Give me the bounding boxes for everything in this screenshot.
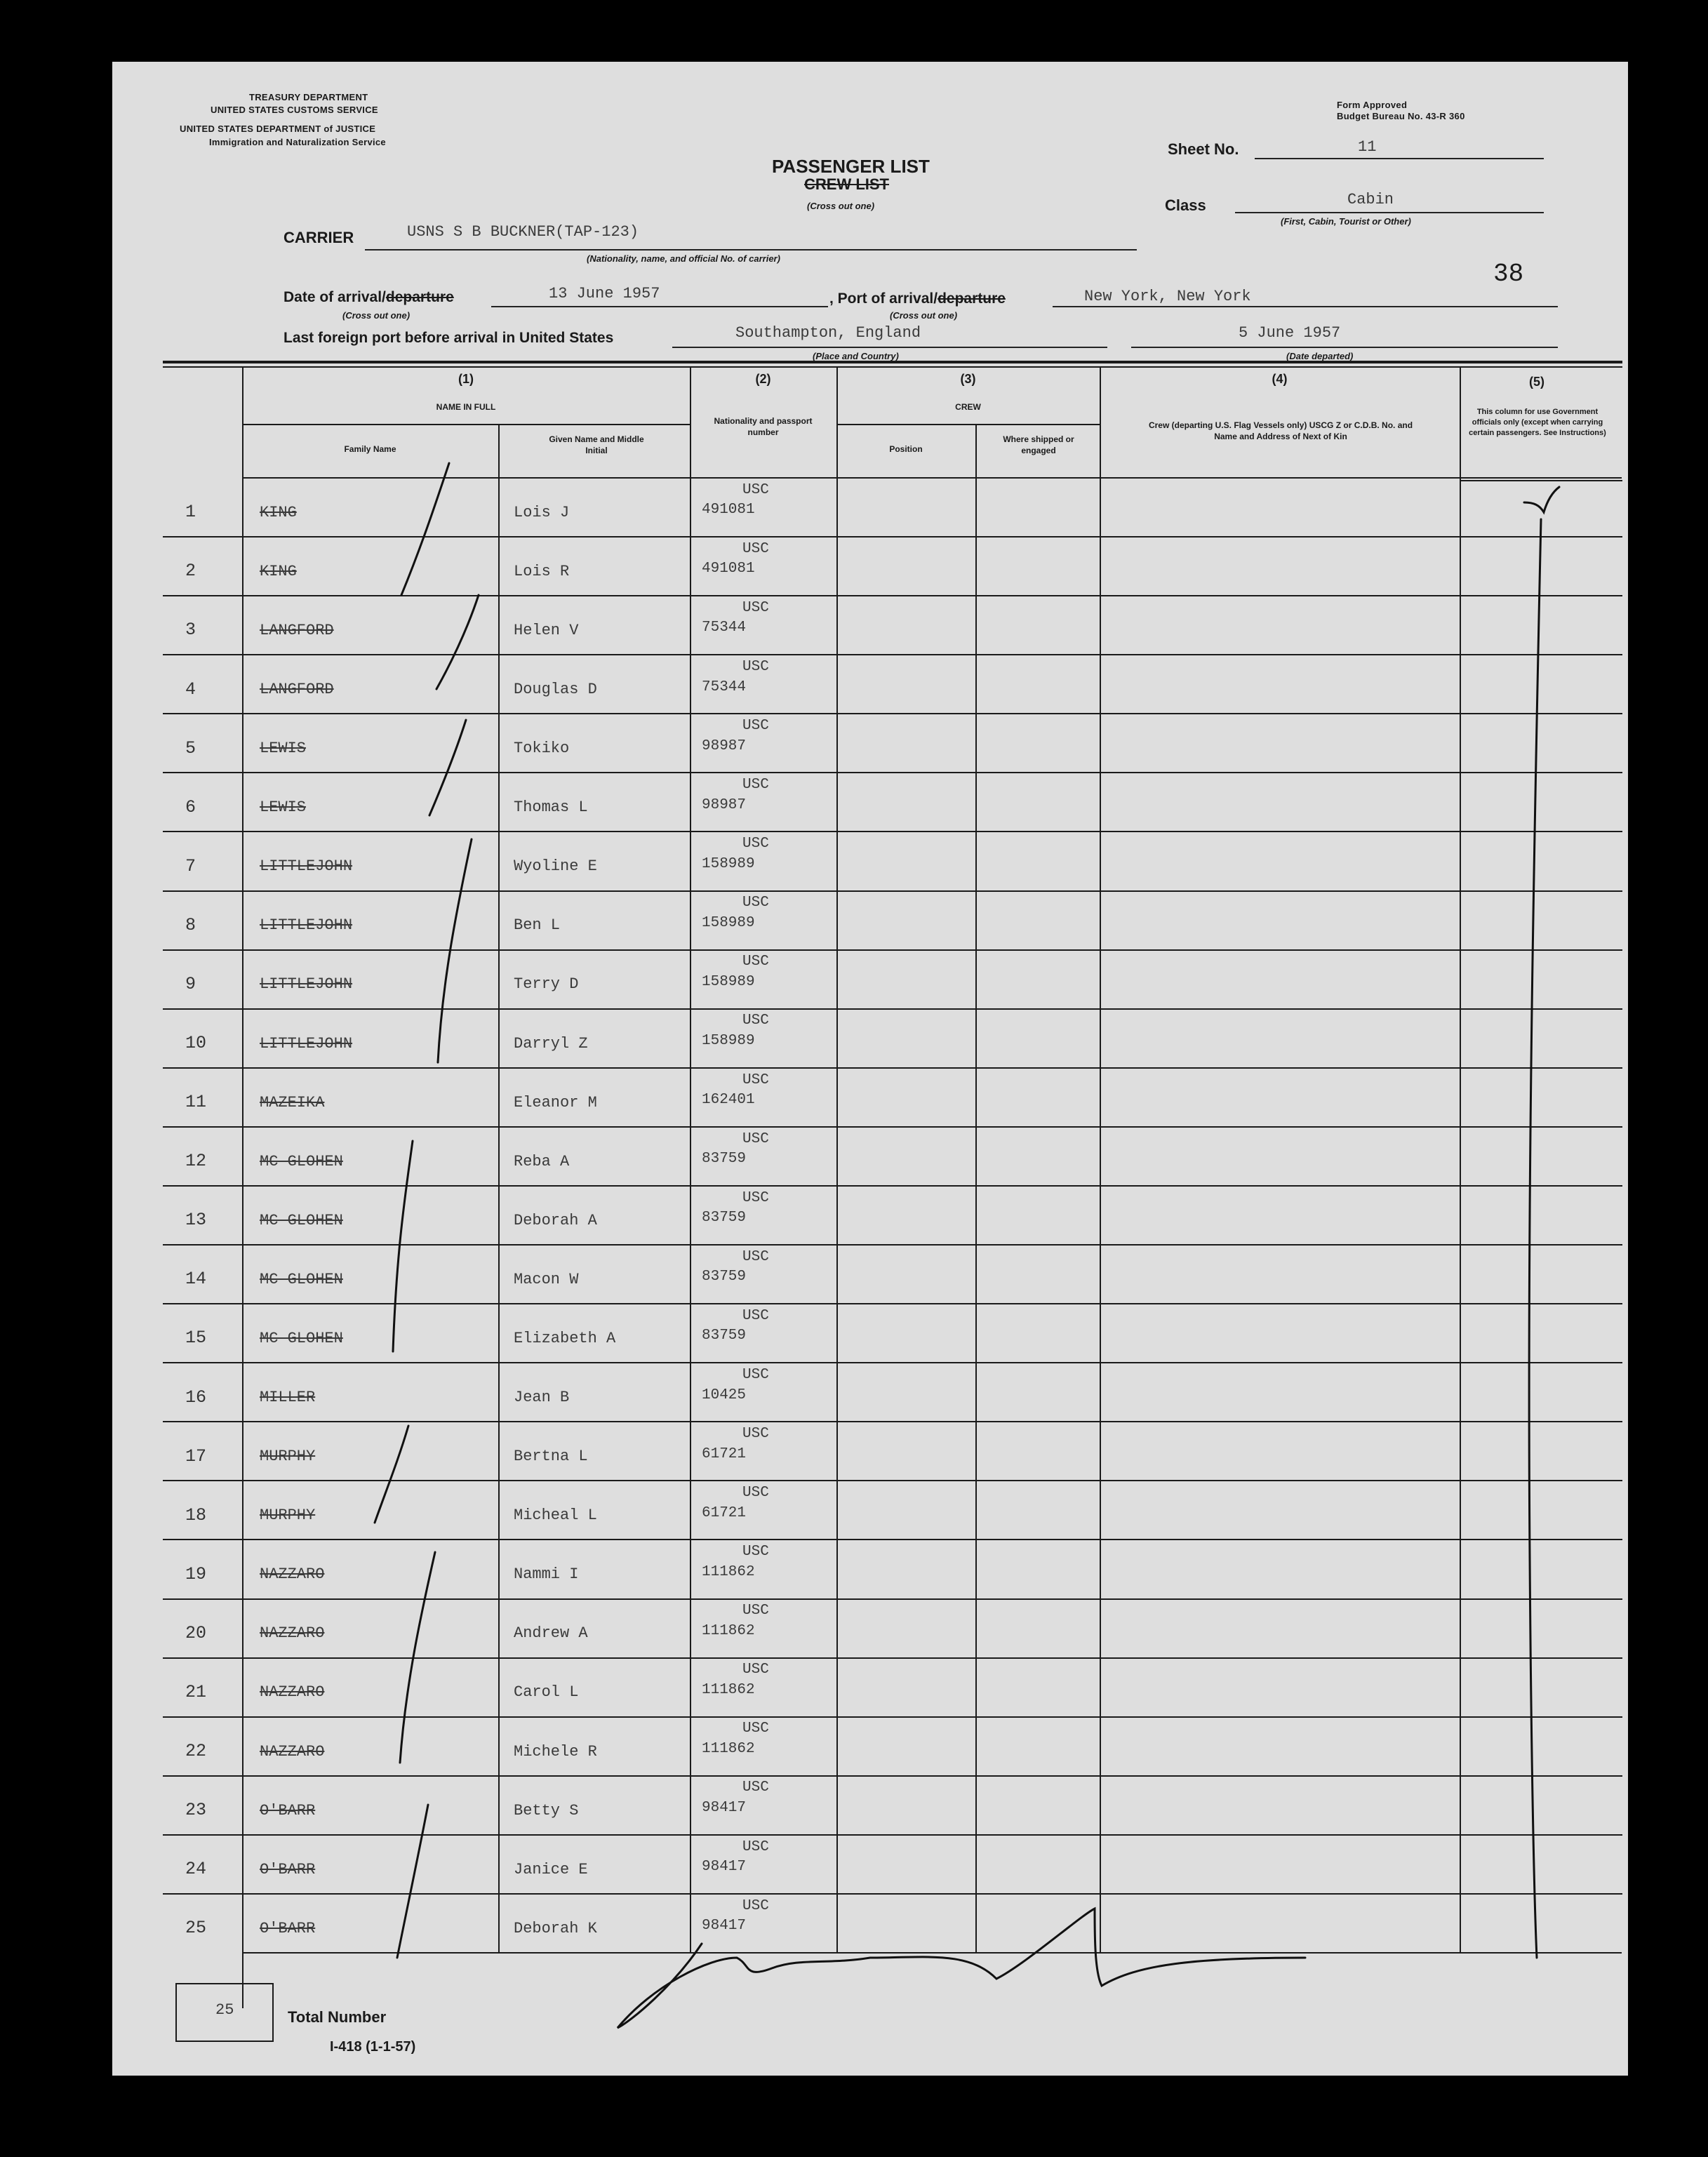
row-number: 12 bbox=[185, 1151, 207, 1172]
family-name-cell: MC GLOHEN bbox=[260, 1211, 343, 1229]
nationality-cell: USC bbox=[742, 1779, 769, 1796]
class-value: Cabin bbox=[1347, 191, 1394, 208]
col3-number: (3) bbox=[960, 372, 976, 386]
row-number: 14 bbox=[185, 1269, 207, 1290]
carrier-underline bbox=[365, 249, 1137, 251]
col2-number: (2) bbox=[755, 372, 771, 386]
passport-number-cell: 162401 bbox=[702, 1092, 755, 1109]
passport-number-cell: 491081 bbox=[702, 561, 755, 577]
given-name-cell: Betty S bbox=[514, 1801, 579, 1819]
table-row bbox=[0, 1657, 1708, 1716]
nationality-cell: USC bbox=[742, 1603, 769, 1620]
family-name-header: Family Name bbox=[344, 444, 396, 454]
table-row bbox=[0, 654, 1708, 713]
col1-title: NAME IN FULL bbox=[436, 402, 496, 412]
family-name-cell: LANGFORD bbox=[260, 621, 334, 639]
table-row bbox=[0, 1539, 1708, 1598]
arrival-date-label-text: Date of arrival/ bbox=[283, 289, 386, 305]
family-name-cell: LITTLEJOHN bbox=[260, 1034, 353, 1053]
given-name-cell: Macon W bbox=[514, 1270, 579, 1288]
row-number: 17 bbox=[185, 1445, 207, 1467]
given-name-cell: Jean B bbox=[514, 1389, 570, 1407]
table-top-rule-thick bbox=[163, 361, 1622, 363]
given-name-cell: Janice E bbox=[514, 1860, 588, 1878]
page-stamp: 38 bbox=[1493, 260, 1524, 288]
foreign-port-label: Last foreign port before arrival in United States bbox=[283, 330, 614, 346]
family-name-cell: LITTLEJOHN bbox=[260, 975, 353, 994]
family-name-cell: MILLER bbox=[260, 1389, 316, 1407]
nationality-cell: USC bbox=[742, 1662, 769, 1678]
passport-number-cell: 61721 bbox=[702, 1504, 747, 1521]
given-name-header: Given Name and Middle Initial bbox=[549, 434, 644, 455]
nationality-cell: USC bbox=[742, 954, 769, 970]
table-top-rule bbox=[163, 366, 1622, 368]
table-row bbox=[0, 1421, 1708, 1480]
row-number: 1 bbox=[185, 502, 196, 523]
nationality-cell: USC bbox=[742, 836, 769, 853]
nationality-cell: USC bbox=[742, 1189, 769, 1206]
row-number: 23 bbox=[185, 1800, 207, 1821]
passport-number-cell: 75344 bbox=[702, 679, 747, 695]
nationality-cell: USC bbox=[742, 658, 769, 675]
row-number: 10 bbox=[185, 1033, 207, 1054]
port-arrival-value: New York, New York bbox=[1084, 288, 1251, 305]
nationality-cell: USC bbox=[742, 895, 769, 911]
port-arrival-label bbox=[829, 291, 1006, 307]
given-name-cell: Ben L bbox=[514, 916, 561, 935]
row-number: 20 bbox=[185, 1622, 207, 1643]
class-underline bbox=[1235, 212, 1544, 213]
form-title-struck: CREW LIST bbox=[804, 175, 889, 193]
passport-number-cell: 158989 bbox=[702, 914, 755, 931]
col4-number: (4) bbox=[1272, 372, 1288, 386]
given-name-cell: Douglas D bbox=[514, 681, 597, 699]
nationality-cell: USC bbox=[742, 1838, 769, 1855]
passport-number-cell: 75344 bbox=[702, 620, 747, 636]
passport-number-cell: 111862 bbox=[702, 1740, 755, 1757]
family-name-cell: LEWIS bbox=[260, 799, 307, 817]
given-name-cell: Reba A bbox=[514, 1152, 570, 1170]
table-row bbox=[0, 1834, 1708, 1893]
foreign-port-value: Southampton, England bbox=[735, 324, 921, 342]
table-row bbox=[0, 1185, 1708, 1244]
nationality-cell: USC bbox=[742, 481, 769, 498]
table-row bbox=[0, 1598, 1708, 1657]
arrival-date-cross-note: (Cross out one) bbox=[342, 310, 411, 321]
given-name-cell: Bertna L bbox=[514, 1448, 588, 1466]
carrier-label: CARRIER bbox=[283, 229, 354, 246]
table-row bbox=[0, 1008, 1708, 1067]
col4-title: Crew (departing U.S. Flag Vessels only) USCG Z or C.D.B. No. and Name and Address of Next of Kin bbox=[1148, 420, 1413, 441]
passport-number-cell: 158989 bbox=[702, 855, 755, 872]
agency-line-4: Immigration and Naturalization Service bbox=[209, 137, 386, 147]
table-row bbox=[0, 477, 1708, 536]
agency-line-2: UNITED STATES CUSTOMS SERVICE bbox=[211, 105, 378, 115]
row-number: 3 bbox=[185, 620, 196, 641]
given-name-cell: Michele R bbox=[514, 1742, 597, 1761]
table-row bbox=[0, 713, 1708, 772]
passport-number-cell: 491081 bbox=[702, 502, 755, 519]
family-name-cell: O'BARR bbox=[260, 1801, 316, 1819]
nationality-cell: USC bbox=[742, 1544, 769, 1561]
given-name-cell: Elizabeth A bbox=[514, 1329, 616, 1347]
nationality-cell: USC bbox=[742, 1248, 769, 1265]
given-name-cell: Terry D bbox=[514, 975, 579, 994]
passport-number-cell: 83759 bbox=[702, 1210, 747, 1227]
row-number: 2 bbox=[185, 561, 196, 582]
row-number: 15 bbox=[185, 1328, 207, 1349]
arrival-date-value: 13 June 1957 bbox=[549, 285, 660, 302]
family-name-cell: NAZZARO bbox=[260, 1565, 325, 1584]
passport-number-cell: 61721 bbox=[702, 1445, 747, 1462]
table-row bbox=[0, 1244, 1708, 1303]
given-name-cell: Lois R bbox=[514, 562, 570, 580]
sheet-label: Sheet No. bbox=[1168, 140, 1239, 158]
given-name-cell: Deborah K bbox=[514, 1919, 597, 1937]
given-name-cell: Deborah A bbox=[514, 1211, 597, 1229]
nationality-cell: USC bbox=[742, 1897, 769, 1914]
family-name-cell: KING bbox=[260, 503, 297, 521]
table-row bbox=[0, 949, 1708, 1008]
nationality-cell: USC bbox=[742, 1721, 769, 1737]
port-arrival-label-comma: , bbox=[829, 291, 838, 307]
passport-number-cell: 111862 bbox=[702, 1622, 755, 1639]
agency-line-3: UNITED STATES DEPARTMENT of JUSTICE bbox=[180, 123, 376, 134]
nationality-cell: USC bbox=[742, 1071, 769, 1088]
row-number: 9 bbox=[185, 973, 196, 994]
family-name-cell: LANGFORD bbox=[260, 681, 334, 699]
form-number: I-418 (1-1-57) bbox=[330, 2039, 416, 2055]
given-name-cell: Tokiko bbox=[514, 740, 570, 758]
family-name-cell: NAZZARO bbox=[260, 1742, 325, 1761]
given-name-cell: Thomas L bbox=[514, 799, 588, 817]
given-name-cell: Darryl Z bbox=[514, 1034, 588, 1053]
subheader-rule-col3 bbox=[836, 424, 1100, 425]
given-name-cell: Lois J bbox=[514, 503, 570, 521]
nationality-cell: USC bbox=[742, 718, 769, 735]
nationality-cell: USC bbox=[742, 777, 769, 794]
total-label: Total Number bbox=[288, 2008, 387, 2026]
family-name-cell: NAZZARO bbox=[260, 1624, 325, 1643]
table-row bbox=[0, 1893, 1708, 1952]
row-number: 5 bbox=[185, 737, 196, 759]
arrival-date-underline bbox=[491, 306, 828, 307]
table-row bbox=[0, 1126, 1708, 1185]
family-name-cell: MC GLOHEN bbox=[260, 1152, 343, 1170]
family-name-cell: MAZEIKA bbox=[260, 1093, 325, 1111]
budget-bureau-no: Budget Bureau No. 43-R 360 bbox=[1337, 111, 1465, 121]
col5-title: This column for use Government officials only (except when carrying certain passengers. See Instructions) bbox=[1469, 408, 1606, 437]
col3-title: CREW bbox=[955, 402, 981, 412]
family-name-cell: NAZZARO bbox=[260, 1683, 325, 1702]
departed-date-value: 5 June 1957 bbox=[1239, 324, 1341, 342]
given-name-cell: Carol L bbox=[514, 1683, 579, 1702]
arrival-date-label bbox=[283, 289, 454, 306]
passport-number-cell: 10425 bbox=[702, 1387, 747, 1403]
nationality-cell: USC bbox=[742, 1307, 769, 1324]
row-number: 22 bbox=[185, 1740, 207, 1761]
position-header: Position bbox=[889, 444, 923, 454]
title-cross-note: (Cross out one) bbox=[807, 201, 875, 211]
nationality-cell: USC bbox=[742, 1425, 769, 1442]
family-name-cell: MC GLOHEN bbox=[260, 1270, 343, 1288]
given-name-cell: Andrew A bbox=[514, 1624, 588, 1643]
row-number: 25 bbox=[185, 1918, 207, 1939]
row-number: 11 bbox=[185, 1092, 207, 1113]
family-name-cell: MC GLOHEN bbox=[260, 1329, 343, 1347]
table-row bbox=[0, 1067, 1708, 1126]
foreign-port-underline bbox=[672, 347, 1107, 348]
col2-title: Nationality and passport number bbox=[714, 416, 813, 437]
total-value: 25 bbox=[215, 2001, 234, 2019]
class-label: Class bbox=[1165, 196, 1206, 214]
family-name-cell: O'BARR bbox=[260, 1919, 316, 1937]
row-number: 7 bbox=[185, 855, 196, 876]
row-number: 21 bbox=[185, 1681, 207, 1702]
passport-number-cell: 98987 bbox=[702, 796, 747, 813]
nationality-cell: USC bbox=[742, 599, 769, 616]
departed-date-underline bbox=[1131, 347, 1558, 348]
foreign-port-note: (Place and Country) bbox=[813, 351, 899, 361]
departed-date-note: (Date departed) bbox=[1286, 351, 1354, 361]
port-cross-note: (Cross out one) bbox=[890, 310, 958, 321]
row-number: 16 bbox=[185, 1387, 207, 1408]
form-title: PASSENGER LIST bbox=[772, 156, 930, 177]
port-arrival-label-text: Port of arrival/ bbox=[837, 291, 938, 307]
family-name-cell: LITTLEJOHN bbox=[260, 916, 353, 935]
nationality-cell: USC bbox=[742, 1013, 769, 1029]
row-number: 8 bbox=[185, 914, 196, 935]
family-name-cell: LITTLEJOHN bbox=[260, 857, 353, 876]
row-rule bbox=[242, 1952, 1622, 1954]
family-name-cell: MURPHY bbox=[260, 1507, 316, 1525]
row-number: 19 bbox=[185, 1563, 207, 1584]
table-row bbox=[0, 595, 1708, 654]
table-row bbox=[0, 1362, 1708, 1421]
table-row bbox=[0, 1480, 1708, 1539]
row-number: 18 bbox=[185, 1504, 207, 1525]
given-name-cell: Helen V bbox=[514, 621, 579, 639]
given-name-cell: Wyoline E bbox=[514, 857, 597, 876]
nationality-cell: USC bbox=[742, 1366, 769, 1383]
table-row bbox=[0, 772, 1708, 831]
nationality-cell: USC bbox=[742, 1130, 769, 1147]
table-row bbox=[0, 831, 1708, 890]
class-note: (First, Cabin, Tourist or Other) bbox=[1281, 216, 1411, 227]
table-row bbox=[0, 1775, 1708, 1834]
col1-number: (1) bbox=[458, 372, 474, 386]
given-name-cell: Nammi I bbox=[514, 1565, 579, 1584]
passport-number-cell: 158989 bbox=[702, 973, 755, 990]
subheader-rule-col1 bbox=[242, 424, 690, 425]
passport-number-cell: 158989 bbox=[702, 1033, 755, 1050]
sheet-value: 11 bbox=[1358, 138, 1377, 156]
passport-number-cell: 83759 bbox=[702, 1269, 747, 1285]
passport-number-cell: 83759 bbox=[702, 1151, 747, 1168]
table-row bbox=[0, 1716, 1708, 1775]
passport-number-cell: 83759 bbox=[702, 1328, 747, 1344]
given-name-cell: Micheal L bbox=[514, 1507, 597, 1525]
passport-number-cell: 111862 bbox=[702, 1681, 755, 1698]
family-name-cell: MURPHY bbox=[260, 1448, 316, 1466]
port-arrival-underline bbox=[1053, 306, 1558, 307]
carrier-value: USNS S B BUCKNER(TAP-123) bbox=[407, 223, 639, 241]
family-name-cell: O'BARR bbox=[260, 1860, 316, 1878]
row-number: 6 bbox=[185, 796, 196, 817]
col5-number: (5) bbox=[1529, 375, 1544, 389]
passport-number-cell: 98417 bbox=[702, 1859, 747, 1876]
carrier-note: (Nationality, name, and official No. of carrier) bbox=[587, 253, 780, 264]
nationality-cell: USC bbox=[742, 540, 769, 557]
passport-number-cell: 98417 bbox=[702, 1918, 747, 1935]
table-row bbox=[0, 536, 1708, 595]
table-row bbox=[0, 1303, 1708, 1362]
agency-line-1: TREASURY DEPARTMENT bbox=[249, 92, 368, 102]
table-row bbox=[0, 890, 1708, 949]
form-approved: Form Approved bbox=[1337, 100, 1408, 110]
family-name-cell: LEWIS bbox=[260, 740, 307, 758]
where-shipped-header: Where shipped or engaged bbox=[1003, 434, 1074, 455]
passport-number-cell: 98987 bbox=[702, 737, 747, 754]
given-name-cell: Eleanor M bbox=[514, 1093, 597, 1111]
row-number: 24 bbox=[185, 1859, 207, 1880]
port-arrival-label-struck: departure bbox=[938, 291, 1006, 307]
sheet-underline bbox=[1255, 158, 1544, 159]
row-number: 13 bbox=[185, 1210, 207, 1231]
row-number: 4 bbox=[185, 679, 196, 700]
arrival-date-label-struck: departure bbox=[385, 289, 454, 305]
passport-number-cell: 98417 bbox=[702, 1800, 747, 1817]
nationality-cell: USC bbox=[742, 1485, 769, 1502]
passport-number-cell: 111862 bbox=[702, 1563, 755, 1580]
family-name-cell: KING bbox=[260, 562, 297, 580]
